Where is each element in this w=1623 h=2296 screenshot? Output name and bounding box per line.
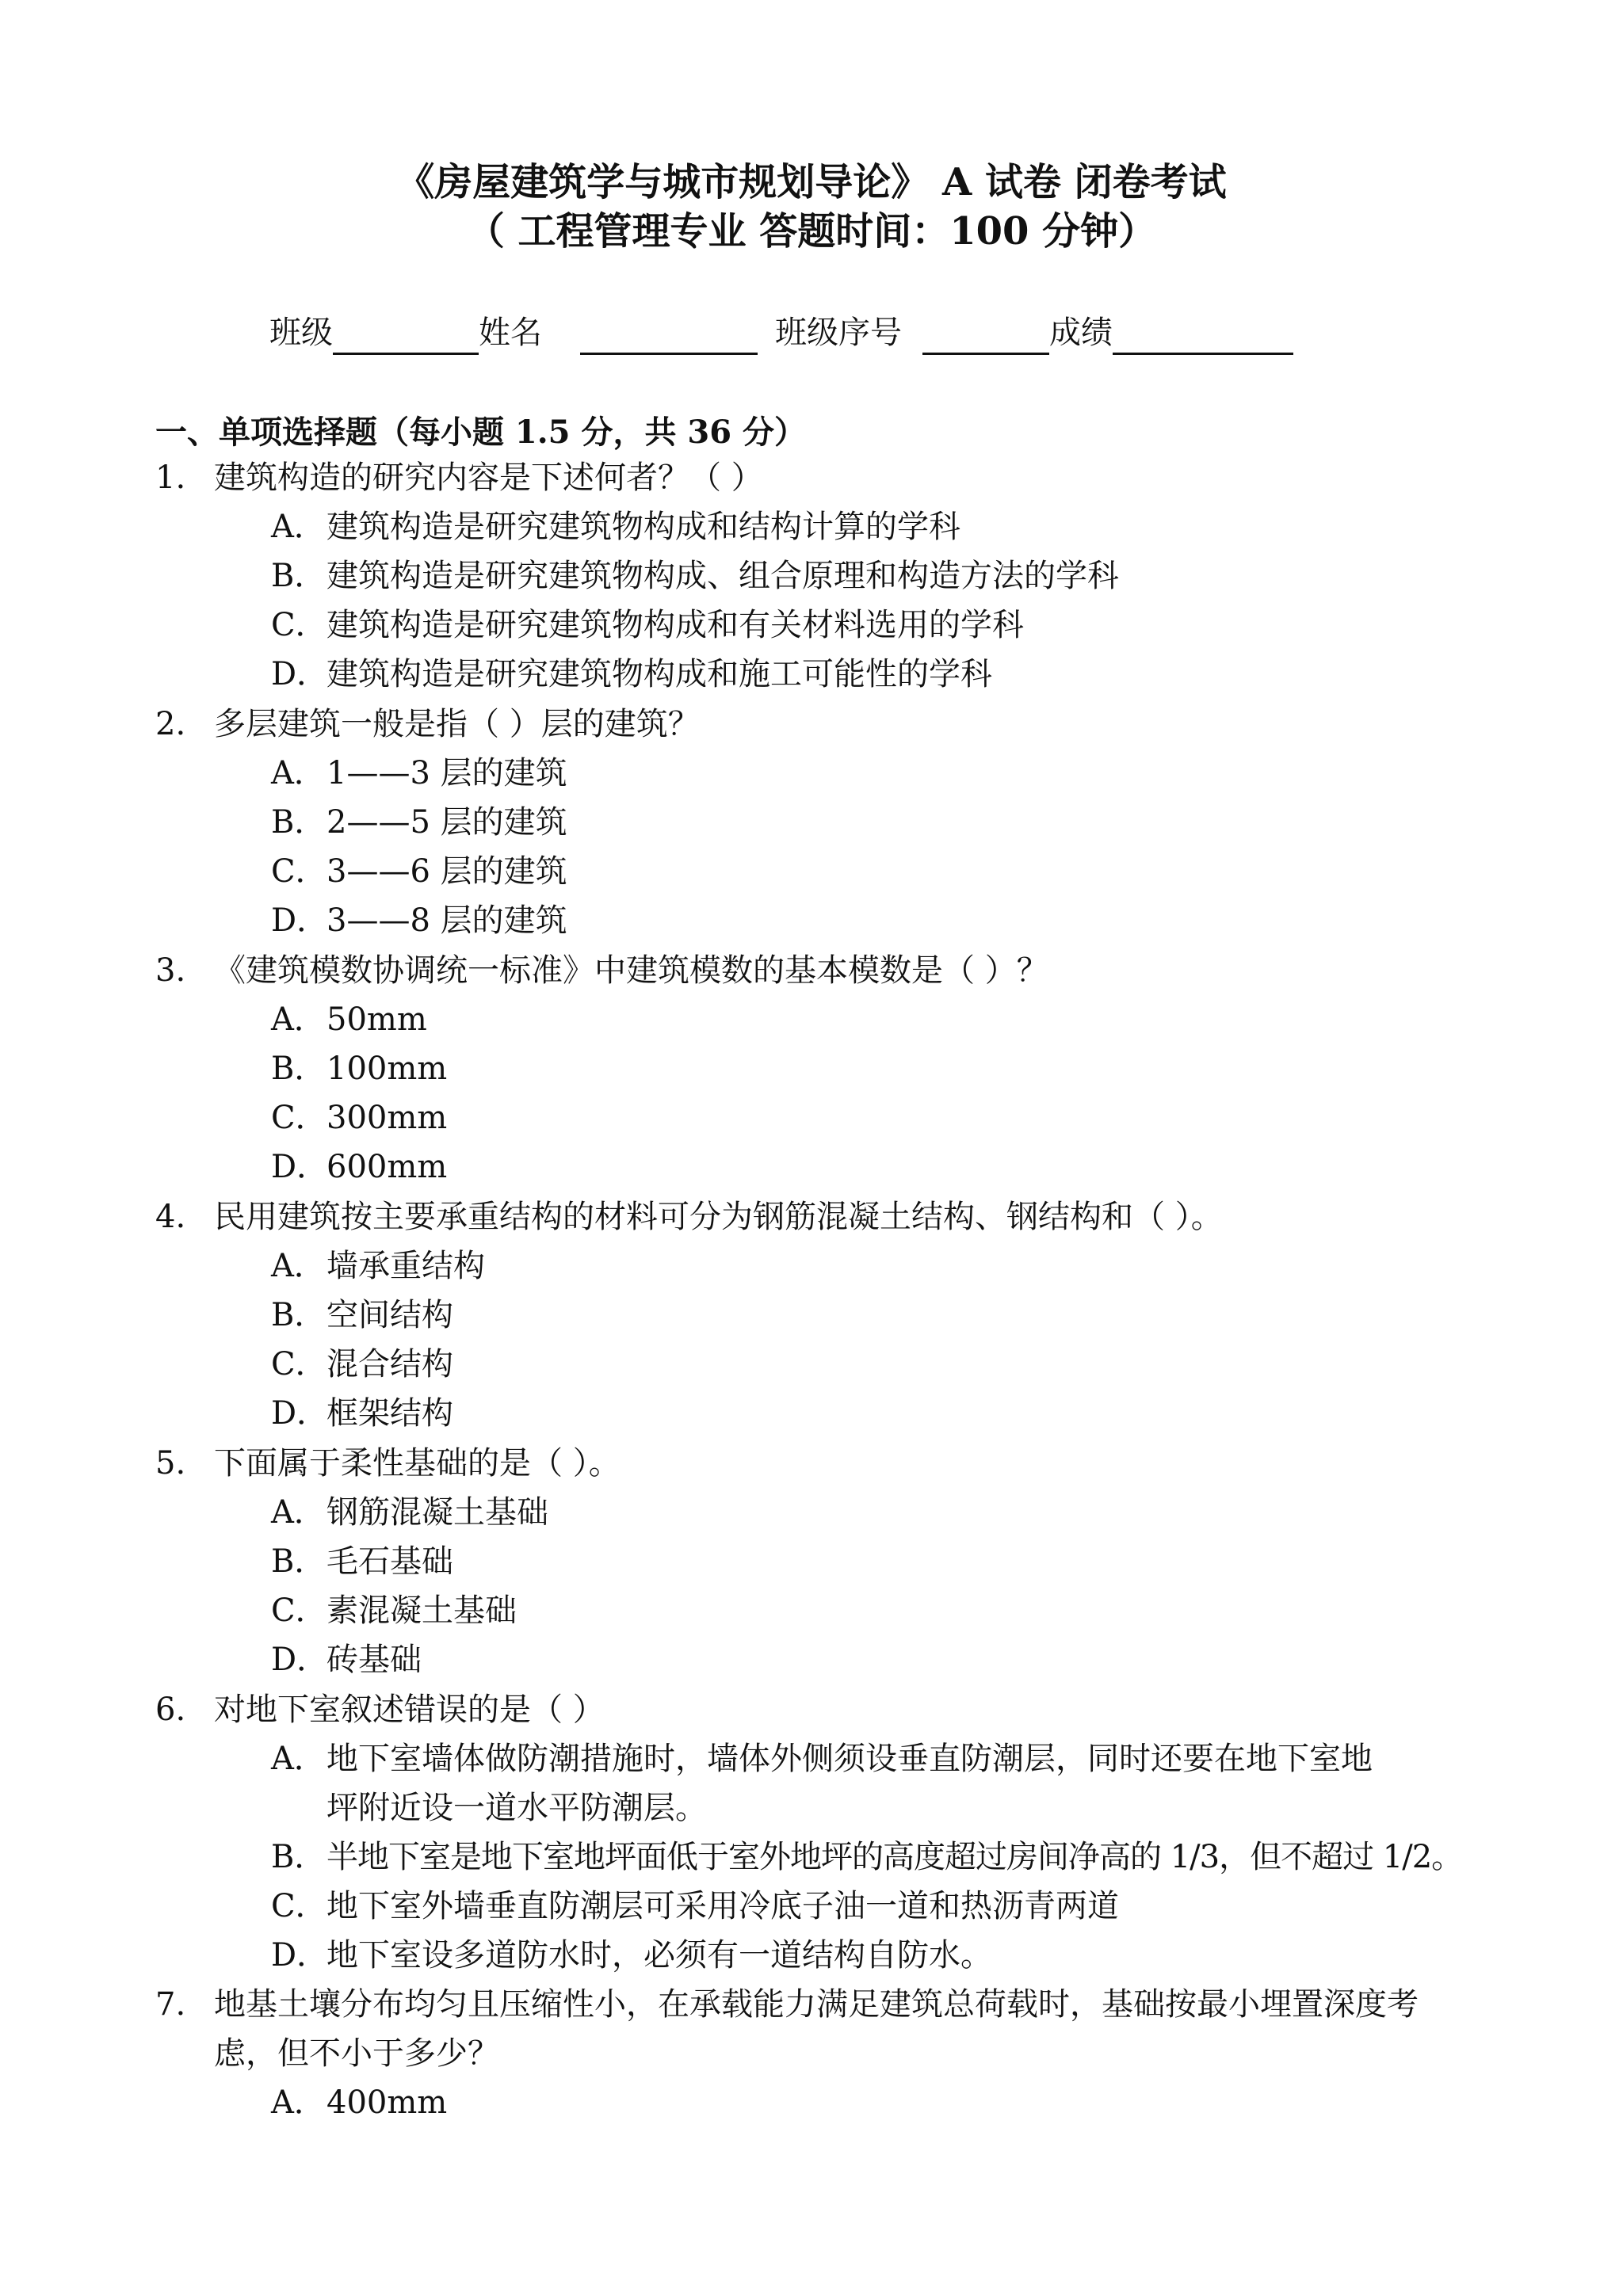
- option-b[interactable]: [271, 1291, 1487, 1340]
- option-text: 建筑构造是研究建筑物构成和结构计算的学科: [327, 509, 960, 545]
- question-text: 多层建筑一般是指（ ）层的建筑？: [214, 706, 700, 742]
- option-text: 墙承重结构: [327, 1248, 485, 1284]
- question-number: 4.: [155, 1199, 186, 1235]
- option-text: 2——5 层的建筑: [327, 804, 567, 841]
- option-text: 3——6 层的建筑: [327, 853, 567, 890]
- question-number: 2.: [155, 706, 186, 742]
- option-letter: D．: [271, 902, 329, 939]
- option-letter: B．: [271, 1051, 327, 1087]
- question-number: 5.: [155, 1445, 186, 1482]
- question-text: 地基土壤分布均匀且压缩性小，在承载能力满足建筑总荷载时，基础按最小埋置深度考虑，但不小于多少？: [214, 1986, 1419, 2072]
- question-text: 《建筑模数协调统一标准》中建筑模数的基本模数是（ ）？: [214, 952, 1048, 989]
- option-text: 3——8 层的建筑: [327, 902, 567, 939]
- option-a[interactable]: [271, 995, 1487, 1044]
- option-letter: B．: [271, 558, 327, 594]
- option-text: 400mm: [327, 2084, 448, 2121]
- name-label: 姓名: [479, 315, 542, 351]
- option-a[interactable]: [271, 1734, 1396, 1833]
- option-b[interactable]: [271, 1833, 1487, 1882]
- option-text: 300mm: [327, 1100, 448, 1136]
- option-text: 地下室设多道防水时，必须有一道结构自防水。: [327, 1937, 992, 1974]
- option-letter: C．: [271, 853, 327, 890]
- option-text: 半地下室是地下室地坪面低于室外地坪的高度超过房间净高的 1/3，但不超过 1/2。: [327, 1839, 1463, 1875]
- option-d[interactable]: [271, 650, 1487, 699]
- option-text: 毛石基础: [327, 1543, 453, 1580]
- option-letter: D．: [271, 1149, 329, 1185]
- option-d[interactable]: [271, 1389, 1487, 1438]
- option-letter: C．: [271, 1888, 327, 1924]
- option-letter: B．: [271, 1543, 327, 1580]
- option-letter: D．: [271, 1642, 329, 1678]
- option-c[interactable]: [271, 1093, 1487, 1142]
- option-d[interactable]: [271, 1931, 1487, 1980]
- option-text: 钢筋混凝土基础: [327, 1494, 548, 1531]
- option-letter: B．: [271, 1839, 327, 1875]
- option-letter: A．: [271, 2084, 326, 2121]
- student-info-line: [269, 311, 1293, 355]
- question-4: [155, 1192, 1487, 1438]
- exam-title: 《房屋建筑学与城市规划导论》 A 试卷 闭卷考试: [396, 160, 1227, 204]
- question-1: [155, 453, 1487, 699]
- option-c[interactable]: [271, 1882, 1487, 1931]
- seat-blank[interactable]: [922, 318, 1049, 355]
- option-d[interactable]: [271, 1635, 1487, 1684]
- option-text: 地下室外墙垂直防潮层可采用冷底子油一道和热沥青两道: [327, 1888, 1119, 1924]
- section-heading: 一、单项选择题（每小题 1.5 分，共 36 分）: [155, 414, 806, 451]
- option-text: 50mm: [327, 1001, 427, 1038]
- option-letter: A．: [271, 1494, 326, 1531]
- option-letter: C．: [271, 1346, 327, 1383]
- option-letter: C．: [271, 1100, 327, 1136]
- seat-label: 班级序号: [775, 315, 902, 351]
- option-letter: A．: [271, 1001, 326, 1038]
- option-text: 素混凝土基础: [327, 1592, 517, 1629]
- option-d[interactable]: [271, 896, 1487, 945]
- option-text: 地下室墙体做防潮措施时，墙体外侧须设垂直防潮层，同时还要在地下室地坪附近设一道水平防潮层。: [327, 1741, 1373, 1826]
- question-2: [155, 700, 1487, 945]
- option-c[interactable]: [271, 1586, 1487, 1635]
- option-letter: A．: [271, 509, 326, 545]
- option-c[interactable]: [271, 1340, 1487, 1389]
- class-label: 班级: [269, 315, 333, 351]
- option-text: 100mm: [327, 1051, 448, 1087]
- option-letter: A．: [271, 1248, 326, 1284]
- question-number: 3.: [155, 952, 186, 989]
- question-number: 6.: [155, 1691, 186, 1728]
- option-a[interactable]: [271, 502, 1487, 551]
- question-text: 对地下室叙述错误的是（ ）: [214, 1691, 605, 1728]
- option-letter: C．: [271, 1592, 327, 1629]
- question-text: 民用建筑按主要承重结构的材料可分为钢筋混凝土结构、钢结构和（ ）。: [214, 1199, 1223, 1235]
- option-letter: C．: [271, 607, 327, 643]
- name-blank[interactable]: [580, 318, 758, 355]
- option-b[interactable]: [271, 798, 1487, 847]
- option-a[interactable]: [271, 2078, 1487, 2127]
- option-letter: D．: [271, 1937, 329, 1974]
- option-c[interactable]: [271, 847, 1487, 896]
- option-text: 建筑构造是研究建筑物构成、组合原理和构造方法的学科: [327, 558, 1119, 594]
- option-text: 砖基础: [327, 1642, 422, 1678]
- option-text: 混合结构: [327, 1346, 453, 1383]
- question-7: [155, 1980, 1487, 2127]
- score-blank[interactable]: [1113, 318, 1293, 355]
- question-number: 1.: [155, 460, 186, 496]
- question-text: 建筑构造的研究内容是下述何者？（ ）: [214, 460, 763, 496]
- option-text: 1——3 层的建筑: [327, 755, 567, 791]
- question-3: [155, 946, 1487, 1192]
- option-letter: D．: [271, 1395, 329, 1432]
- option-b[interactable]: [271, 1537, 1487, 1586]
- option-text: 建筑构造是研究建筑物构成和有关材料选用的学科: [327, 607, 1024, 643]
- option-text: 空间结构: [327, 1297, 453, 1333]
- class-blank[interactable]: [333, 318, 479, 355]
- option-letter: B．: [271, 1297, 327, 1333]
- option-a[interactable]: [271, 1241, 1487, 1291]
- option-a[interactable]: [271, 749, 1487, 798]
- question-text: 下面属于柔性基础的是（ ）。: [214, 1445, 621, 1482]
- option-text: 框架结构: [327, 1395, 453, 1432]
- question-6: [155, 1685, 1487, 1980]
- option-letter: A．: [271, 1741, 326, 1777]
- option-letter: D．: [271, 656, 329, 692]
- option-a[interactable]: [271, 1488, 1487, 1537]
- option-letter: A．: [271, 755, 326, 791]
- option-letter: B．: [271, 804, 327, 841]
- exam-subtitle: （ 工程管理专业 答题时间：100 分钟）: [466, 209, 1157, 254]
- question-number: 7.: [155, 1986, 186, 2023]
- option-d[interactable]: [271, 1142, 1487, 1192]
- question-5: [155, 1439, 1487, 1684]
- option-text: 建筑构造是研究建筑物构成和施工可能性的学科: [327, 656, 992, 692]
- option-c[interactable]: [271, 601, 1487, 650]
- option-b[interactable]: [271, 1044, 1487, 1093]
- option-text: 600mm: [327, 1149, 448, 1185]
- score-label: 成绩: [1049, 315, 1113, 351]
- option-b[interactable]: [271, 551, 1487, 601]
